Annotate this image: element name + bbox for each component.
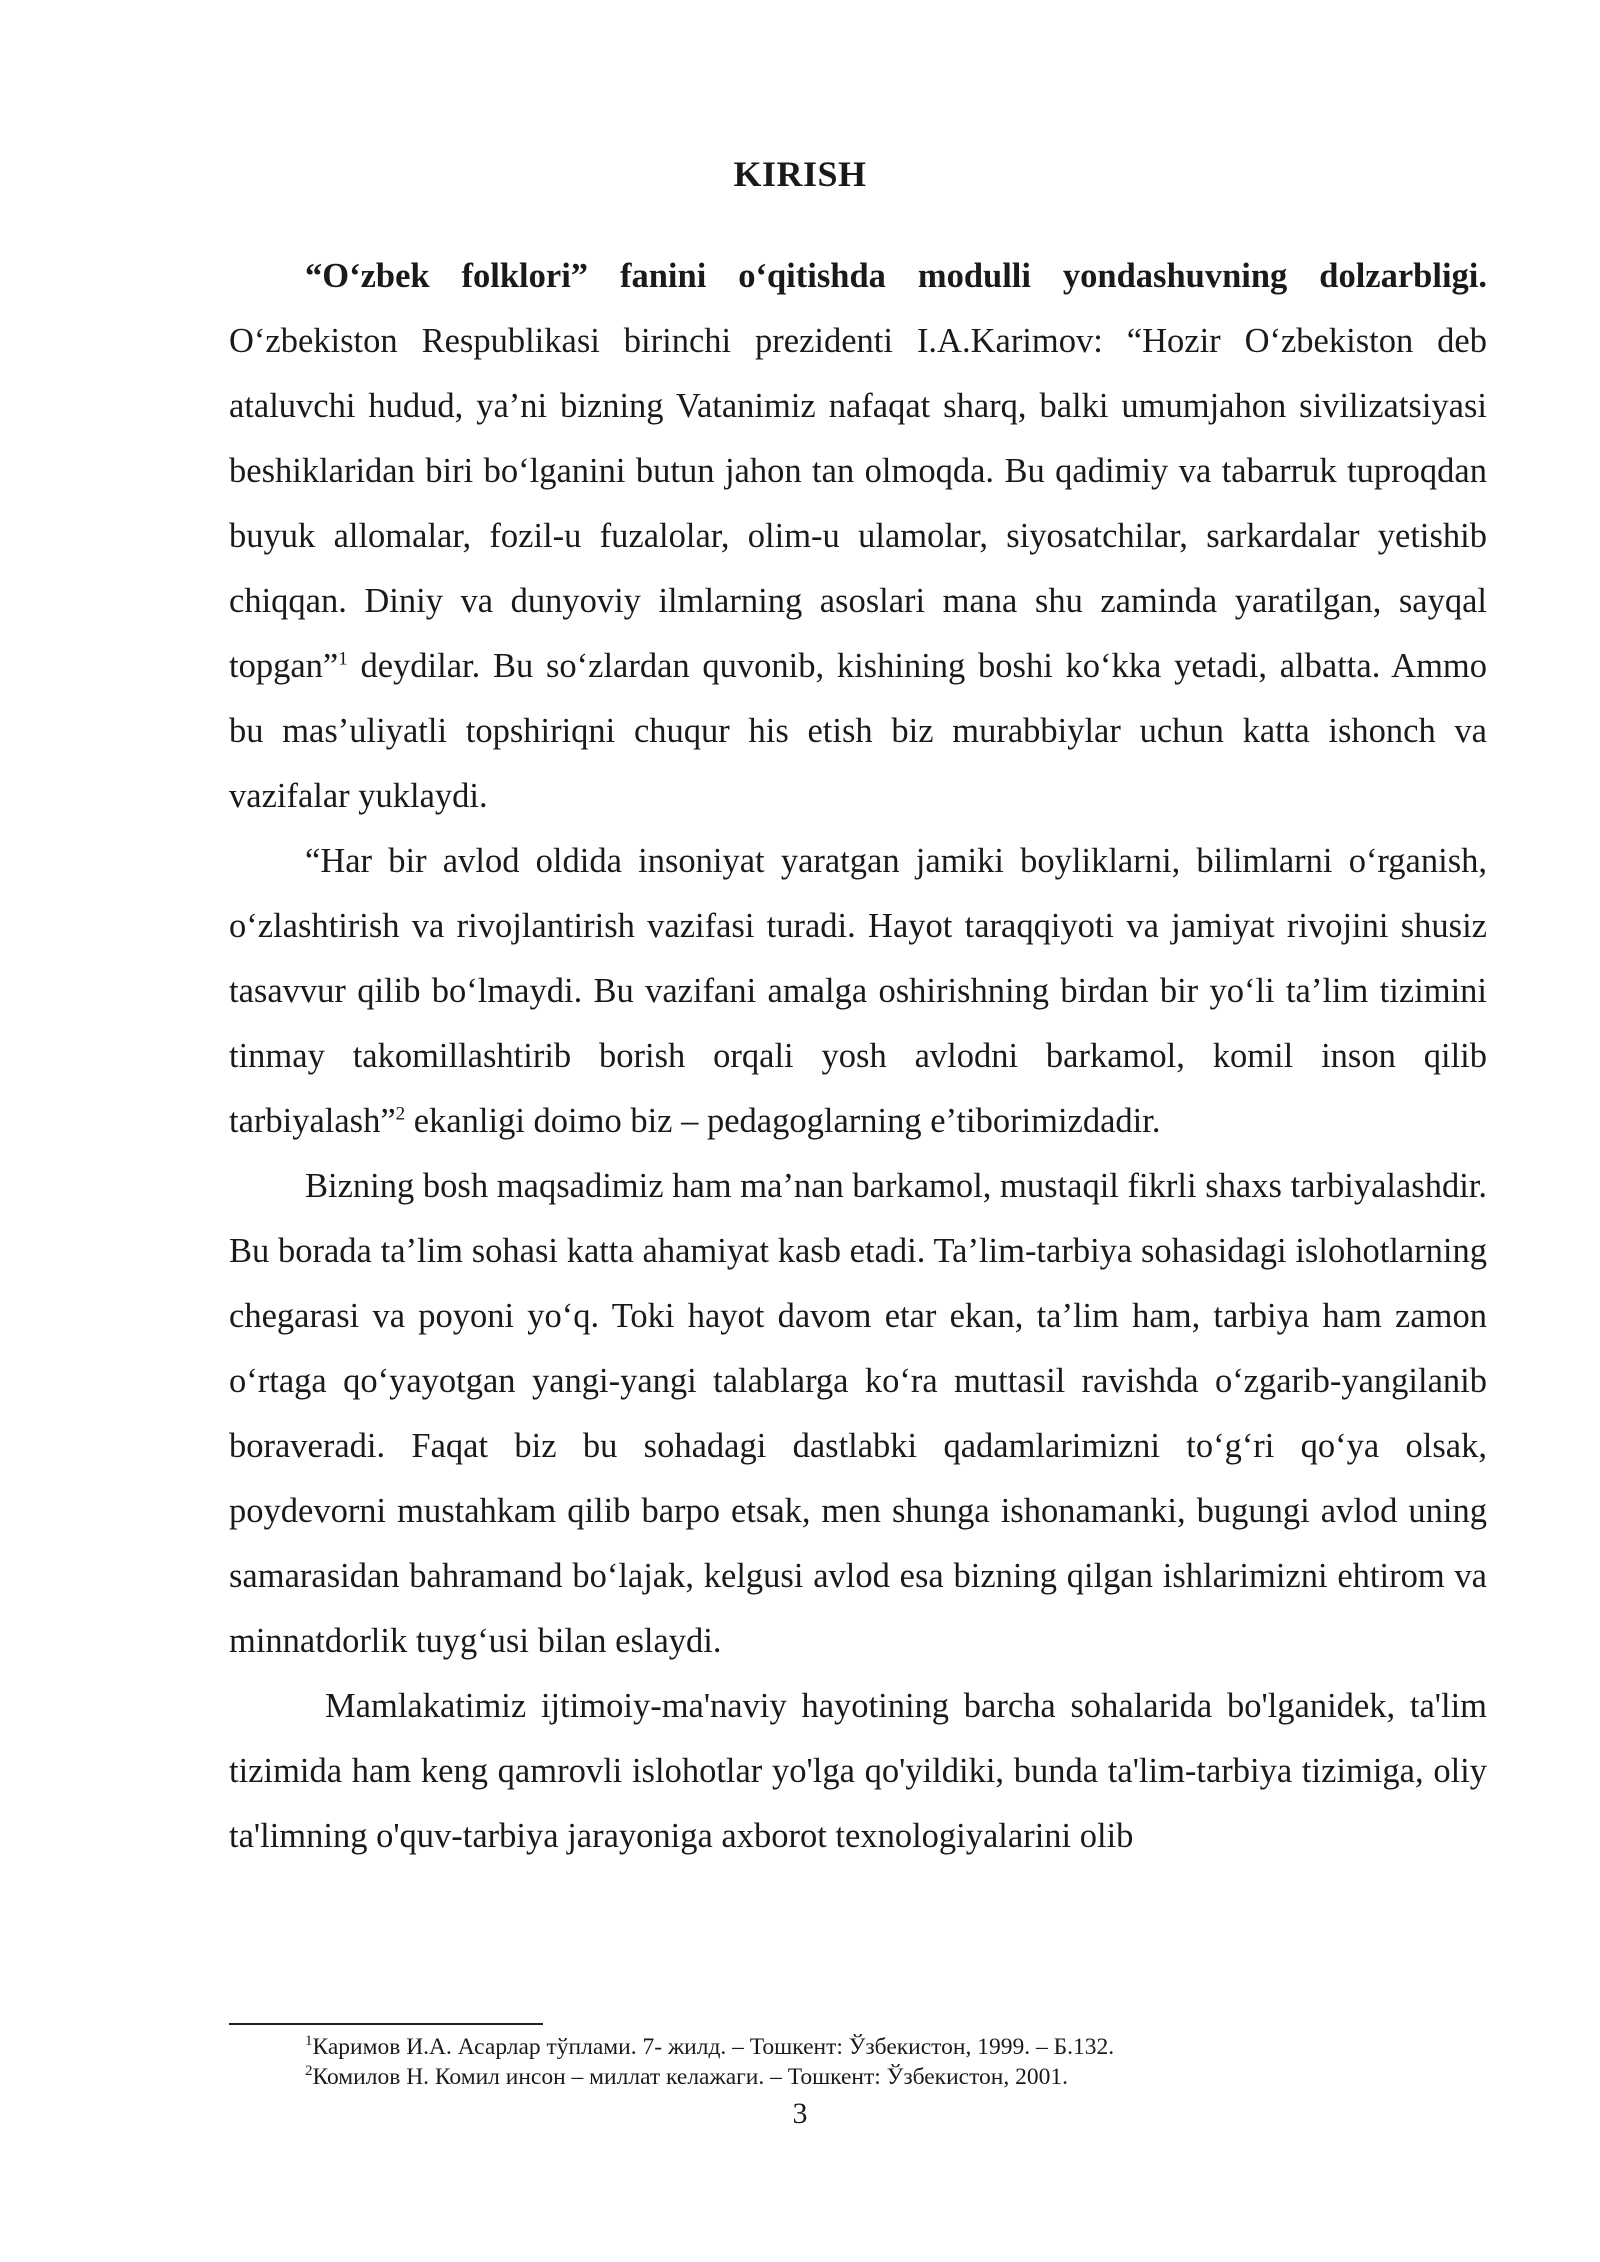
- paragraph-3: Bizning bosh maqsadimiz ham ma’nan barkamol, mustaqil fikrli shaxs tarbiyalashdir. Bu borada ta’lim sohasi katta ahamiyat kasb etadi. Ta’lim-tarbiya sohasidagi islohotlarning chegarasi va poyoni yo‘q. Toki hayot davom etar ekan, ta’lim ham, tarbiya ham zamon o‘rtaga qo‘yayotgan yangi-yangi talablarga ko‘ra muttasil ravishda o‘zgarib-yangilanib boraveradi. Faqat biz bu sohadagi dastlabki qadamlarimizni to‘g‘ri qo‘ya olsak, poydevorni mustahkam qilib barpo etsak, men shunga ishonamanki, bugungi avlod uning samarasidan bahramand bo‘lajak, kelgusi avlod esa bizning qilgan ishlarimizni ehtirom va minnatdorlik tuyg‘usi bilan eslaydi.: [229, 1167, 1487, 1660]
- footnote-text: Каримов И.А. Асарлар тўплами. 7- жилд. – Тошкент: Ўзбекистон, 1999. – Б.132.: [312, 2034, 1115, 2060]
- footnote-ref-1[interactable]: 1: [338, 648, 348, 670]
- footnote-separator: [229, 2023, 543, 2025]
- footnote-number: 1: [305, 2033, 313, 2050]
- paragraph-2-text-b: ekanligi doimo biz – pedagoglarning e’tiborimizdadir.: [405, 1102, 1161, 1140]
- paragraph-1-text-b: deydilar. Bu so‘zlardan quvonib, kishining boshi ko‘kka yetadi, albatta. Ammo bu mas’uliyatli topshiriqni chuqur his etish biz murabbiylar uchun katta ishonch va vazifalar yuklaydi.: [229, 647, 1487, 815]
- footnote-number: 2: [305, 2063, 313, 2080]
- footnote-1: [229, 2032, 1487, 2062]
- footnote-text: Комилов Н. Комил инсон – миллат келажаги. – Тошкент: Ўзбекистон, 2001.: [312, 2064, 1069, 2090]
- page-title: KIRISH: [733, 154, 867, 194]
- paragraph-1-text-a: O‘zbekiston Respublikasi birinchi prezidenti I.A.Karimov: “Hozir O‘zbekiston deb ataluvchi hudud, ya’ni bizning Vatanimiz nafaqat sharq, balki umumjahon sivilizatsiyasi beshiklaridan biri bo‘lganini butun jahon tan olmoqda. Bu qadimiy va tabarruk tuproqdan buyuk allomalar, fozil-u fuzalolar, olim-u ulamolar, siyosatchilar, sarkardalar yetishib chiqqan. Diniy va dunyoviy ilmlarning asoslari mana shu zaminda yaratilgan, sayqal topgan”: [229, 322, 1487, 685]
- footnotes: [229, 2032, 1487, 2092]
- footnote-ref-2[interactable]: 2: [395, 1103, 406, 1125]
- page-number: 3: [792, 2097, 808, 2130]
- body-text: [229, 244, 1487, 1869]
- paragraph-2: [229, 829, 1487, 1154]
- paragraph-4: Mamlakatimiz ijtimoiy-ma'naviy hayotining barcha sohalarida bo'lganidek, ta'lim tizimida ham keng qamrovli islohotlar yo'lga qo'yildiki, bunda ta'lim-tarbiya tizimiga, oliy ta'limning o'quv-tarbiya jarayoniga axborot texnologiyalarini olib: [229, 1687, 1487, 1855]
- paragraph-2-text-a: “Har bir avlod oldida insoniyat yaratgan jamiki boyliklarni, bilimlarni o‘rganish, o‘zlashtirish va rivojlantirish vazifasi turadi. Hayot taraqqiyoti va jamiyat rivojini shusiz tasavvur qilib bo‘lmaydi. Bu vazifani amalga oshirishning birdan bir yo‘li ta’lim tizimini tinmay takomillashtirib borish orqali yosh avlodni barkamol, komil inson qilib tarbiyalash”: [229, 842, 1487, 1140]
- section-heading-bold: “O‘zbek folklori” fanini o‘qitishda modulli yondashuvning dolzarbligi.: [305, 257, 1487, 295]
- footnote-2: [229, 2062, 1487, 2092]
- paragraph-1: [229, 244, 1487, 829]
